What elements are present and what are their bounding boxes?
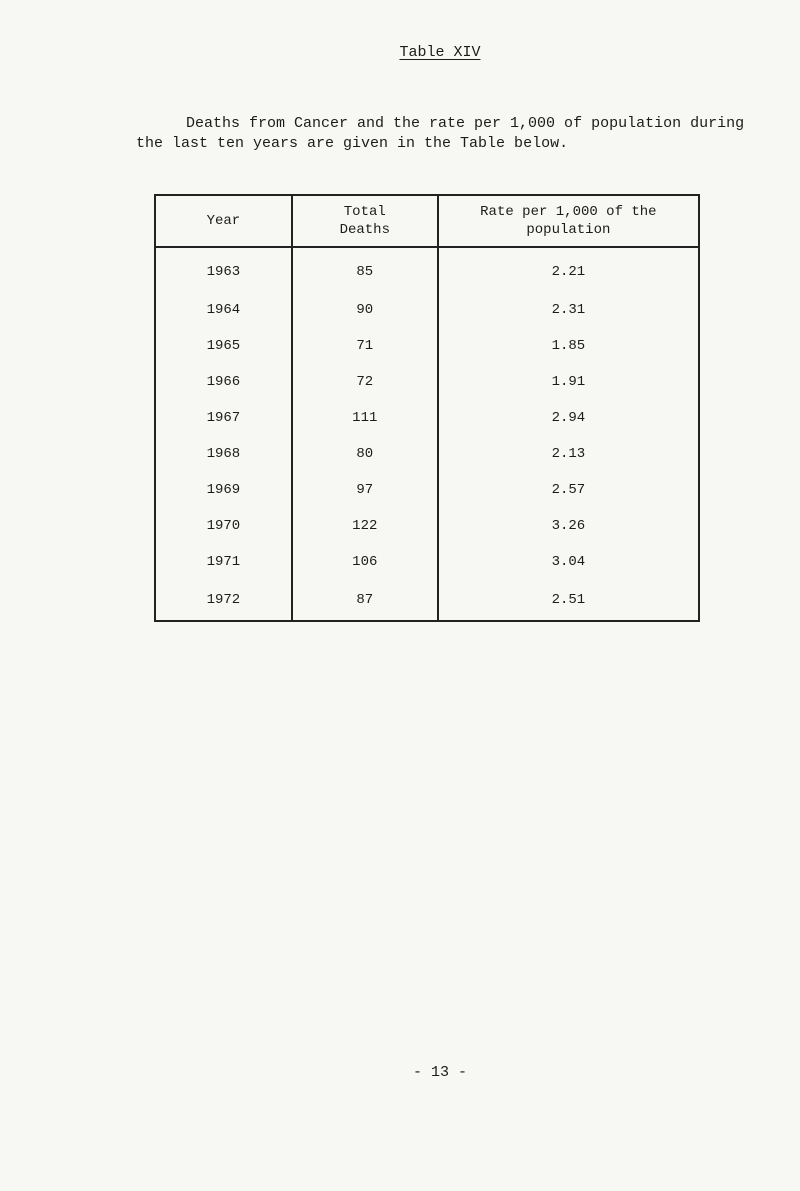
cell-rate: 1.85 <box>438 328 699 364</box>
header-rate-line-2: population <box>526 222 611 238</box>
cell-deaths: 106 <box>292 544 438 580</box>
header-total-deaths <box>292 195 438 247</box>
cell-year: 1966 <box>155 364 292 400</box>
table-row <box>155 364 699 400</box>
cell-deaths: 87 <box>292 580 438 621</box>
cell-year: 1969 <box>155 472 292 508</box>
cell-rate: 2.51 <box>438 580 699 621</box>
cell-rate: 2.13 <box>438 436 699 472</box>
cell-rate: 2.94 <box>438 400 699 436</box>
cell-deaths: 122 <box>292 508 438 544</box>
table-row <box>155 580 699 621</box>
cell-deaths: 97 <box>292 472 438 508</box>
intro-line-2: the last ten years are given in the Table below. <box>136 135 569 152</box>
table-row <box>155 247 699 292</box>
table-header <box>155 195 699 247</box>
table-row <box>155 328 699 364</box>
cell-rate: 2.31 <box>438 292 699 328</box>
cell-deaths: 72 <box>292 364 438 400</box>
cell-year: 1967 <box>155 400 292 436</box>
table-row <box>155 436 699 472</box>
intro-paragraph <box>136 114 756 154</box>
cell-year: 1964 <box>155 292 292 328</box>
cell-rate: 3.26 <box>438 508 699 544</box>
cell-rate: 1.91 <box>438 364 699 400</box>
cell-year: 1970 <box>155 508 292 544</box>
cell-rate: 3.04 <box>438 544 699 580</box>
cancer-deaths-table <box>154 194 700 622</box>
header-row <box>155 195 699 247</box>
table-body <box>155 247 699 621</box>
cell-year: 1972 <box>155 580 292 621</box>
header-rate-line-1: Rate per 1,000 of the <box>480 204 657 220</box>
header-year: Year <box>155 195 292 247</box>
cell-deaths: 80 <box>292 436 438 472</box>
cell-rate: 2.21 <box>438 247 699 292</box>
cell-year: 1968 <box>155 436 292 472</box>
header-deaths-line-2: Deaths <box>339 222 390 238</box>
cell-deaths: 85 <box>292 247 438 292</box>
table-row <box>155 292 699 328</box>
cell-deaths: 111 <box>292 400 438 436</box>
intro-line-1: Deaths from Cancer and the rate per 1,000 of population during <box>186 115 745 132</box>
header-deaths-line-1: Total <box>343 204 386 220</box>
cell-rate: 2.57 <box>438 472 699 508</box>
table-row <box>155 400 699 436</box>
table-row <box>155 544 699 580</box>
table-row <box>155 472 699 508</box>
page-number: - 13 - <box>412 1064 467 1081</box>
cell-deaths: 90 <box>292 292 438 328</box>
table-row <box>155 508 699 544</box>
cell-year: 1963 <box>155 247 292 292</box>
cell-deaths: 71 <box>292 328 438 364</box>
page-title: Table XIV <box>399 44 481 61</box>
cell-year: 1971 <box>155 544 292 580</box>
header-rate <box>438 195 699 247</box>
cell-year: 1965 <box>155 328 292 364</box>
